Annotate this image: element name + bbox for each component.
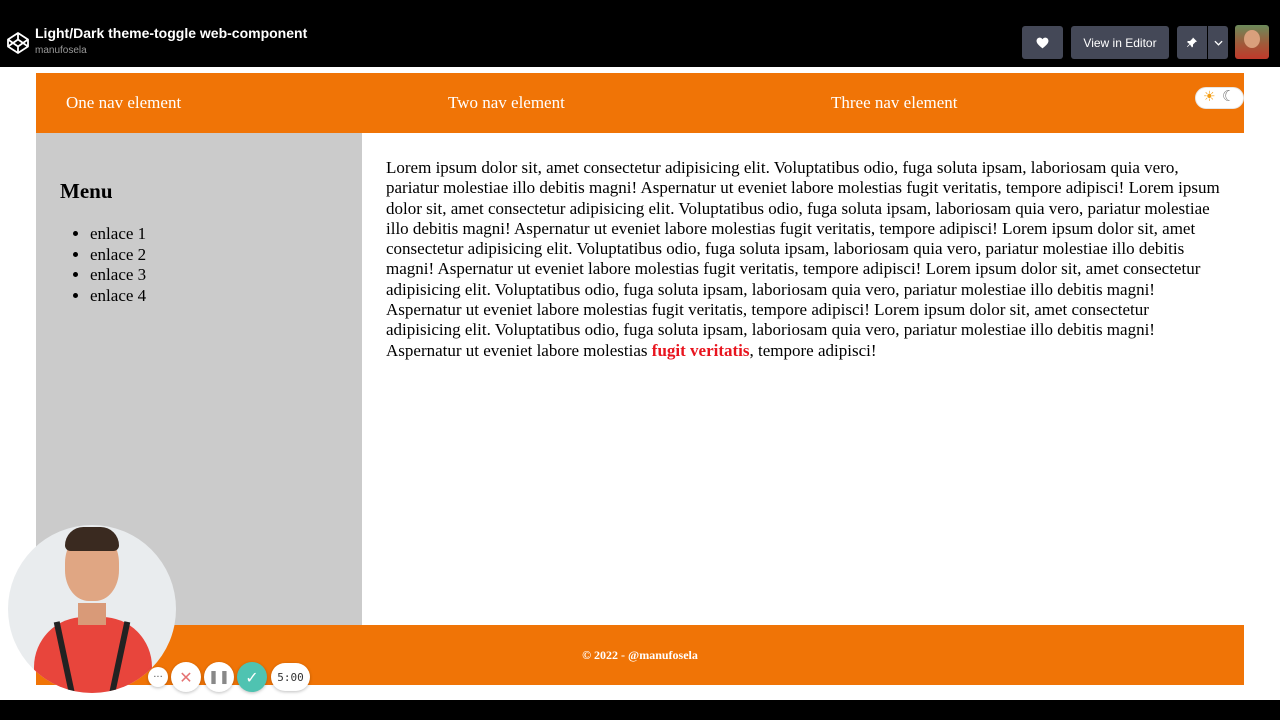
content-text-end: , tempore adipisci! — [749, 340, 877, 360]
codepen-logo-icon[interactable] — [6, 31, 30, 55]
pen-title: Light/Dark theme-toggle web-component — [35, 25, 308, 41]
main-content — [386, 158, 1220, 361]
heart-icon — [1036, 37, 1049, 49]
bottom-bar — [0, 700, 1280, 720]
chevron-down-icon — [1214, 40, 1223, 46]
close-icon[interactable]: ✕ — [171, 662, 201, 692]
highlighted-text: fugit veritatis — [651, 340, 750, 360]
pin-options-button[interactable] — [1208, 26, 1228, 59]
menu-link-2[interactable]: • enlace 2 — [90, 245, 146, 266]
check-icon[interactable]: ✓ — [237, 662, 267, 692]
heart-button[interactable] — [1022, 26, 1063, 59]
nav-item-one[interactable]: One nav element — [66, 93, 182, 112]
webcam-bubble[interactable] — [8, 525, 176, 693]
pen-author[interactable]: manufosela — [35, 45, 87, 56]
sun-icon: ☀ — [1203, 90, 1216, 105]
footer-text: © 2022 - @manufosela — [582, 648, 698, 662]
nav-item-three[interactable]: Three nav element — [831, 93, 958, 112]
nav-item-two[interactable]: Two nav element — [448, 93, 565, 112]
codepen-header — [0, 0, 1280, 67]
user-avatar[interactable] — [1235, 25, 1269, 59]
menu-list — [90, 224, 146, 306]
view-in-editor-button[interactable]: View in Editor — [1071, 26, 1169, 59]
pin-icon — [1186, 36, 1198, 49]
recording-timer: 5:00 — [271, 663, 310, 691]
moon-icon: ☾ — [1222, 89, 1236, 105]
pause-icon[interactable]: ❚❚ — [204, 662, 234, 692]
top-nav — [36, 73, 1244, 133]
menu-link-3[interactable]: • enlace 3 — [90, 265, 146, 286]
menu-link-4[interactable]: • enlace 4 — [90, 286, 146, 307]
pen-preview — [0, 67, 1280, 700]
more-options-icon[interactable]: ··· — [148, 667, 168, 687]
pin-button[interactable] — [1177, 26, 1207, 59]
content-text-start: Lorem ipsum dolor sit, amet consectetur adipisicing elit. Voluptatibus odio, fuga soluta ipsam, laboriosam quia vero, pariatur molestiae illo debitis magni! Aspernatur ut eveniet labore molestias fugit veritatis, tempore adipisci! Lorem ipsum dolor sit, amet consectetur adipisicing elit. Voluptatibus odio, fuga soluta ipsam, laboriosam quia vero, pariatur molestiae illo debitis magni! Aspernatur ut eveniet labore molestias fugit veritatis, tempore adipisci! Lorem ipsum dolor sit, amet consectetur adipisicing elit. Voluptatibus odio, fuga soluta ipsam, laboriosam quia vero, pariatur molestiae illo debitis magni! Aspernatur ut eveniet labore molestias fugit veritatis, tempore adipisci! Lorem ipsum dolor sit, amet consectetur adipisicing elit. Voluptatibus odio, fuga soluta ipsam, laboriosam quia vero, pariatur molestiae illo debitis magni! Aspernatur ut eveniet labore molestias fugit veritatis, tempore adipisci! Lorem ipsum dolor sit, amet consectetur adipisicing elit. Voluptatibus odio, fuga soluta ipsam, laboriosam quia vero, pariatur molestiae illo debitis magni! Aspernatur ut eveniet labore molestias — [386, 158, 1220, 360]
menu-title: Menu — [60, 179, 113, 203]
menu-link-1[interactable]: • enlace 1 — [90, 224, 146, 245]
theme-toggle[interactable] — [1195, 87, 1244, 109]
